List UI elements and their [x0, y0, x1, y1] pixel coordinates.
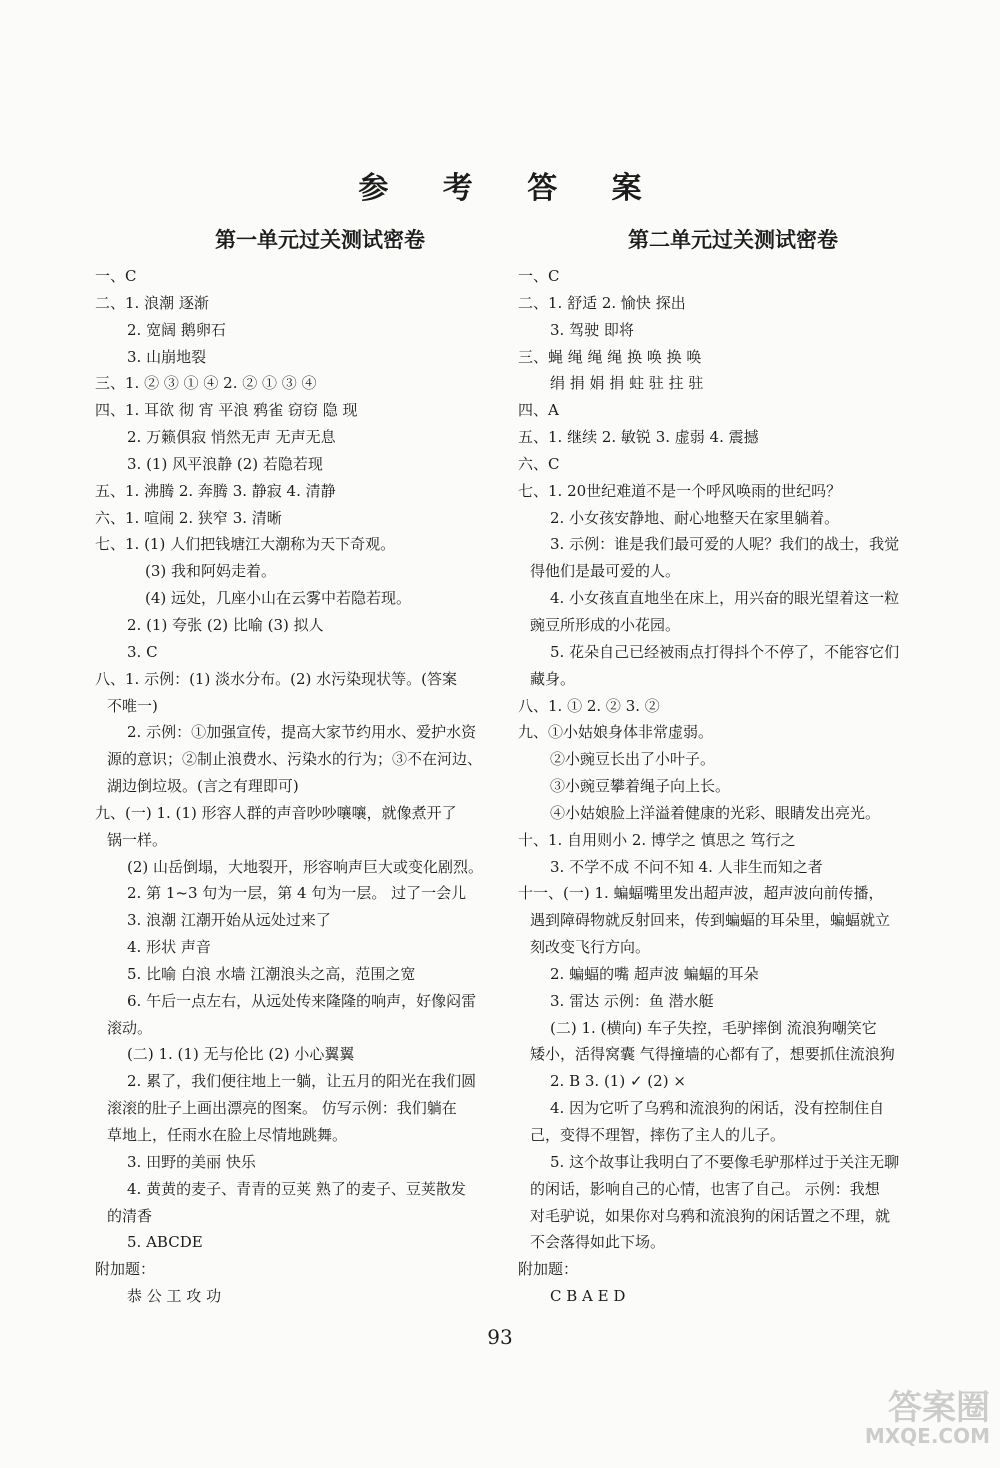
- answer-line: 绢 捐 娟 捐 蛀 驻 拄 驻: [550, 374, 704, 393]
- answer-line: 草地上，任雨水在脸上尽情地跳舞。: [107, 1126, 348, 1144]
- answer-line: 4. 因为它听了乌鸦和流浪狗的闲话，没有控制住自: [550, 1099, 885, 1118]
- answer-line: 三、蝇 绳 绳 绳 换 唤 换 唤: [518, 347, 702, 366]
- answer-line: 3. 浪潮 江潮开始从远处过来了: [127, 911, 331, 930]
- page-number: 93: [487, 1325, 513, 1349]
- answer-line: 不唯一): [107, 696, 158, 715]
- answer-line: 4. 小女孩直直地坐在床上，用兴奋的眼光望着这一粒: [550, 589, 900, 608]
- answer-line: 3. 雷达 示例：鱼 潜水艇: [550, 991, 714, 1010]
- answer-line: 豌豆所形成的小花园。: [530, 615, 681, 634]
- page-title: 参 考 答 案: [358, 171, 664, 206]
- unit-1-answer-list: [95, 263, 500, 1310]
- answer-line: 2. 万籁俱寂 悄然无声 无声无息: [127, 428, 336, 447]
- answer-line: 3. 驾驶 即将: [550, 320, 634, 339]
- answer-line: 刻改变飞行方向。: [530, 938, 651, 957]
- answer-line: 六、C: [518, 454, 560, 473]
- answer-line: 四、A: [518, 401, 559, 420]
- answer-line: 四、1. 耳欲 彻 宵 平浪 鸦雀 窃窃 隐 现: [95, 401, 358, 420]
- answer-line: 七、1. (1) 人们把钱塘江大潮称为天下奇观。: [95, 535, 396, 554]
- answer-line: 六、1. 喧闹 2. 狭窄 3. 清晰: [95, 508, 282, 527]
- answer-line: 2. 示例：①加强宣传，提高大家节约用水、爱护水资: [127, 723, 477, 742]
- answer-line: (2) 山岳倒塌，大地裂开，形容响声巨大或变化剧烈。: [127, 857, 484, 876]
- answer-line: 八、1. 示例：(1) 淡水分布。(2) 水污染现状等。(答案: [95, 669, 457, 688]
- answer-line: ④小姑娘脸上洋溢着健康的光彩、眼睛发出亮光。: [550, 803, 881, 822]
- watermark-text: 答案圈: [888, 1388, 990, 1428]
- answer-line: 3. 示例：谁是我们最可爱的人呢？我们的战士，我觉: [550, 535, 900, 554]
- answer-line: 6. 午后一点左右，从远处传来隆隆的响声，好像闷雷: [127, 991, 477, 1010]
- answer-line: 湖边倒垃圾。(言之有理即可): [107, 777, 299, 796]
- answer-line: (二) 1. (横向) 车子失控，毛驴摔倒 流浪狗嘲笑它: [550, 1018, 877, 1037]
- answer-line: C B A E D: [550, 1287, 626, 1306]
- watermark-url: MXQE.COM: [864, 1424, 990, 1448]
- answer-line: 附加题：: [518, 1260, 579, 1279]
- answer-line: 十、1. 自用则小 2. 博学之 慎思之 笃行之: [518, 830, 796, 849]
- answer-line: 滚动。: [107, 1018, 153, 1037]
- answer-line: 附加题：: [95, 1260, 156, 1279]
- answer-line: 藏身。: [530, 669, 576, 688]
- answer-line: 5. ABCDE: [127, 1233, 203, 1252]
- answer-line: ③小豌豆攀着绳子向上长。: [550, 777, 731, 796]
- unit-2-answer-list: [518, 263, 918, 1310]
- answer-line: 五、1. 继续 2. 敏锐 3. 虚弱 4. 震撼: [518, 428, 759, 447]
- answer-line: 2. 宽阔 鹅卵石: [127, 320, 226, 339]
- answer-line: 遇到障碍物就反射回来，传到蝙蝠的耳朵里，蝙蝠就立: [530, 911, 891, 930]
- answer-line: 2. 蝙蝠的嘴 超声波 蝙蝠的耳朵: [550, 964, 759, 983]
- answer-line: 4. 形状 声音: [127, 938, 211, 957]
- unit-2-heading: 第二单元过关测试密卷: [628, 228, 838, 252]
- answer-line: 对毛驴说，如果你对乌鸦和流浪狗的闲话置之不理，就: [530, 1206, 891, 1225]
- answer-line: 5. 比喻 白浪 水墙 江潮浪头之高，范围之宽: [127, 964, 416, 983]
- watermark-logo: [830, 1380, 990, 1460]
- answer-line: 2. 小女孩安静地、耐心地整天在家里躺着。: [550, 508, 840, 527]
- answer-line: 4. 黄黄的麦子、青青的豆荚 熟了的麦子、豆荚散发: [127, 1179, 466, 1198]
- answer-line: 一、C: [518, 267, 560, 285]
- answer-line: 得他们是最可爱的人。: [530, 562, 681, 581]
- answer-line: 3. (1) 风平浪静 (2) 若隐若现: [127, 454, 323, 473]
- answer-line: 二、1. 浪潮 逐渐: [95, 293, 209, 312]
- answer-line: 十一、(一) 1. 蝙蝠嘴里发出超声波，超声波向前传播，: [518, 884, 884, 903]
- answer-line: 源的意识；②制止浪费水、污染水的行为；③不在河边、: [107, 750, 483, 769]
- answer-line: 的清香: [107, 1206, 153, 1225]
- unit-1-heading: 第一单元过关测试密卷: [215, 228, 425, 252]
- answer-line: 八、1. ① 2. ② 3. ②: [518, 696, 660, 715]
- answer-line: 一、C: [95, 267, 137, 285]
- answer-line: 3. 山崩地裂: [127, 347, 207, 366]
- answer-line: 5. 这个故事让我明白了不要像毛驴那样过于关注无聊: [550, 1152, 900, 1171]
- answer-line: 滚滚的肚子上画出漂亮的图案。 仿写示例：我们躺在: [107, 1099, 457, 1118]
- answer-line: 己，变得不理智，摔伤了主人的儿子。: [530, 1126, 786, 1144]
- answer-line: 2. (1) 夸张 (2) 比喻 (3) 拟人: [127, 615, 324, 634]
- answers-unit-1: [95, 220, 500, 1310]
- answer-line: 3. 田野的美丽 快乐: [127, 1152, 256, 1171]
- answer-line: 九、(一) 1. (1) 形容人群的声音吵吵嚷嚷，就像煮开了: [95, 803, 457, 822]
- answer-line: 矮小，活得窝囊 气得撞墙的心都有了，想要抓住流浪狗: [530, 1045, 895, 1064]
- answer-line: 五、1. 沸腾 2. 奔腾 3. 静寂 4. 清静: [95, 481, 336, 500]
- answer-line: 恭 公 工 攻 功: [127, 1287, 222, 1306]
- answer-line: 3. C: [127, 642, 158, 661]
- answer-line: 3. 不学不成 不问不知 4. 人非生而知之者: [550, 857, 823, 876]
- answer-line: 三、1. ② ③ ① ④ 2. ② ① ③ ④: [95, 374, 317, 393]
- answers-unit-2: [518, 220, 918, 1310]
- answer-line: 七、1. 20世纪难道不是一个呼风唤雨的世纪吗？: [518, 481, 842, 500]
- answer-line: 锅一样。: [107, 830, 168, 849]
- answer-line: 2. 第 1~3 句为一层，第 4 句为一层。 过了一会儿: [127, 884, 467, 903]
- answer-line: 2. 累了，我们便往地上一躺，让五月的阳光在我们圆: [127, 1072, 477, 1091]
- answer-line: 不会落得如此下场。: [530, 1233, 666, 1252]
- answer-line: 的闲话，影响自己的心情，也害了自己。 示例：我想: [530, 1179, 880, 1198]
- answer-line: (二) 1. (1) 无与伦比 (2) 小心翼翼: [127, 1045, 355, 1064]
- answer-line: 2. B 3. (1) ✓ (2) ×: [550, 1072, 686, 1091]
- answer-line: 二、1. 舒适 2. 愉快 探出: [518, 293, 686, 312]
- answer-line: (4) 远处，几座小山在云雾中若隐若现。: [145, 589, 412, 608]
- answer-line: 5. 花朵自己已经被雨点打得抖个不停了，不能容它们: [550, 642, 900, 661]
- answer-line: (3) 我和阿妈走着。: [145, 562, 277, 581]
- answer-line: ②小豌豆长出了小叶子。: [550, 750, 716, 769]
- answer-line: 九、①小姑娘身体非常虚弱。: [518, 723, 714, 742]
